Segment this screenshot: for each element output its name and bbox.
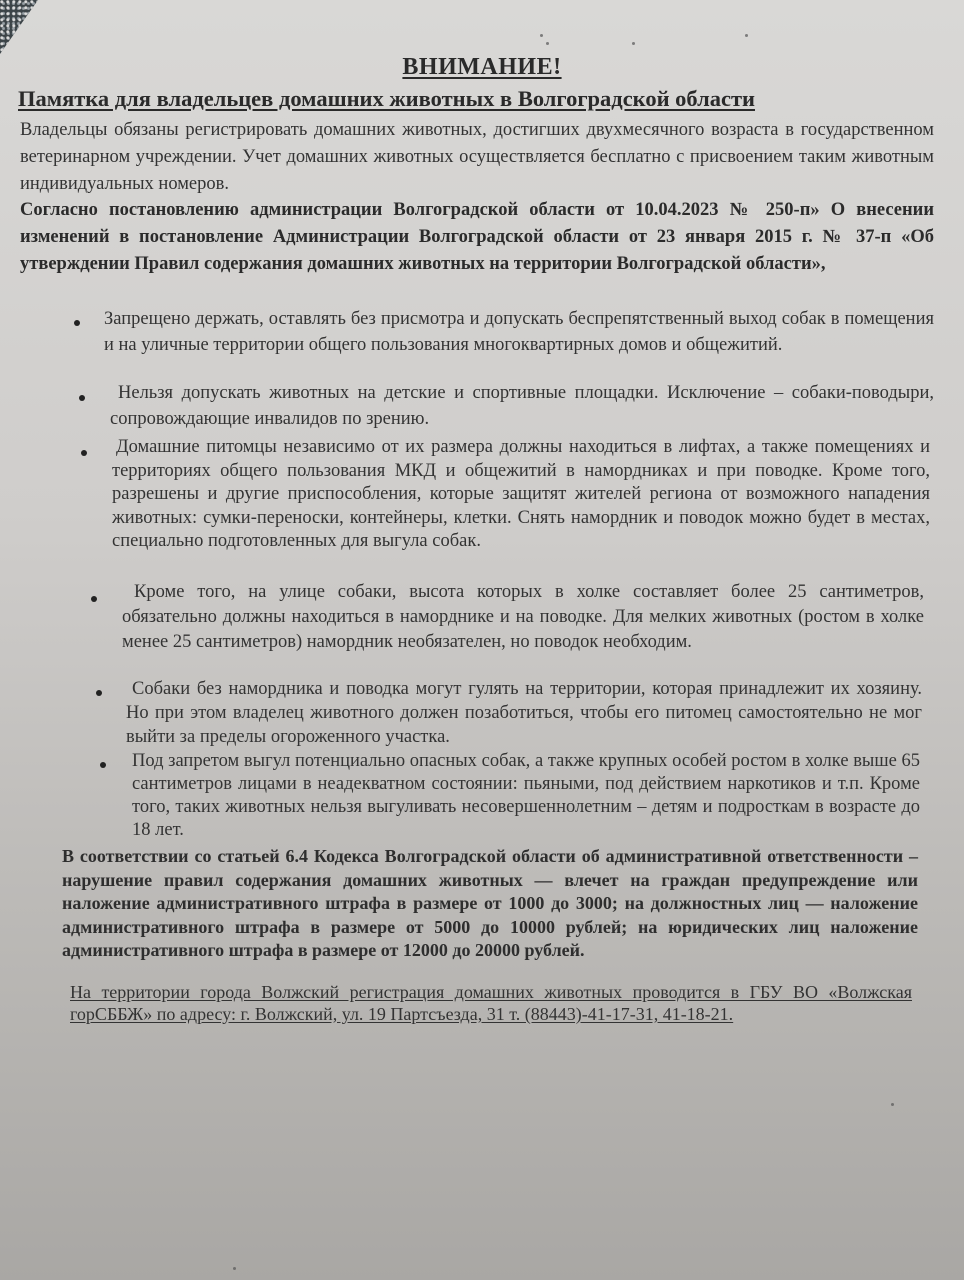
intro-paragraph: Владельцы обязаны регистрировать домашних животных, достигших двухмесячного возраста в государственном ветеринарном учреждении. Учет домашних животных осуществляется бесплатно с присвоением таким животным индивидуальных номеров. — [20, 120, 934, 194]
bullet-icon — [96, 690, 102, 696]
registration-address: На территории города Волжский регистрация домашних животных проводится в ГБУ ВО «Волжская горСББЖ» по адресу: г. Волжский, ул. 19 Партсъезда, 31 т. (88443)-41-17-31, 41-18-21. — [70, 982, 912, 1024]
rule-item: Под запретом выгул потенциально опасных собак, а также крупных особей ростом в холке выше 65 сантиметров лицами в неадекватном состоянии: пьяными, под действием наркотиков и т.п. Кроме того, таких животных нельзя выгуливать несовершеннолетним – детям и подросткам в возрасте до 18 лет. — [132, 751, 920, 840]
notice-subtitle: Памятка для владельцев домашних животных в Волгоградской области — [18, 86, 755, 111]
notice-heading: ВНИМАНИЕ! — [402, 54, 562, 80]
penalty-paragraph: В соответствии со статьей 6.4 Кодекса Волгоградской области об административной ответственности – нарушение правил содержания домашних животных — влечет на граждан предупреждение или наложение административного штрафа в размере от 1000 до 3000; на должностных лиц — наложение административного штрафа в размере от 5000 до 10000 рублей; на юридических лиц наложение административного штрафа в размере от 12000 до 20000 рублей. — [62, 846, 918, 960]
bullet-icon — [91, 596, 97, 602]
bullet-icon — [100, 762, 106, 768]
rule-item: Собаки без намордника и поводка могут гулять на территории, которая принадлежит их хозяину. Но при этом владелец животного должен позаботиться, чтобы его питомец самостоятельно не мог выйти за пределы огороженного участка. — [126, 679, 922, 747]
rule-item: Нельзя допускать животных на детские и спортивные площадки. Исключение – собаки-поводыри, сопровождающие инвалидов по зрению. — [110, 383, 934, 429]
bullet-icon — [79, 395, 85, 401]
bullet-icon — [81, 450, 87, 456]
rule-item: Домашние питомцы независимо от их размера должны находиться в лифтах, а также помещениях и территориях общего пользования МКД и общежитий в намордниках и при поводке. Кроме того, разрешены и другие приспособления, которые защитят жителей региона от возможного нападения животных: сумки-переноски, контейнеры, клетки. Снять намордник и поводок можно будет в местах, специально подготовленных для выгула собак. — [112, 437, 930, 551]
rule-item: Запрещено держать, оставлять без присмотра и допускать беспрепятственный выход собак в помещения и на уличные территории общего пользования многоквартирных домов и общежитий. — [104, 309, 934, 355]
decree-paragraph: Согласно постановлению администрации Волгоградской области от 10.04.2023 № 250-п» О внесении изменений в постановление Администрации Волгоградской области от 23 января 2015 г. № 37-п «Об утверждении Правил содержания домашних животных на территории Волгоградской области», — [20, 200, 934, 274]
rule-item: Кроме того, на улице собаки, высота которых в холке составляет более 25 сантиметров, обязательно должны находиться в наморднике и на поводке. Для мелких животных (ростом в холке менее 25 сантиметров) намордник необязателен, но поводок необходим. — [122, 582, 924, 652]
bullet-icon — [74, 320, 80, 326]
